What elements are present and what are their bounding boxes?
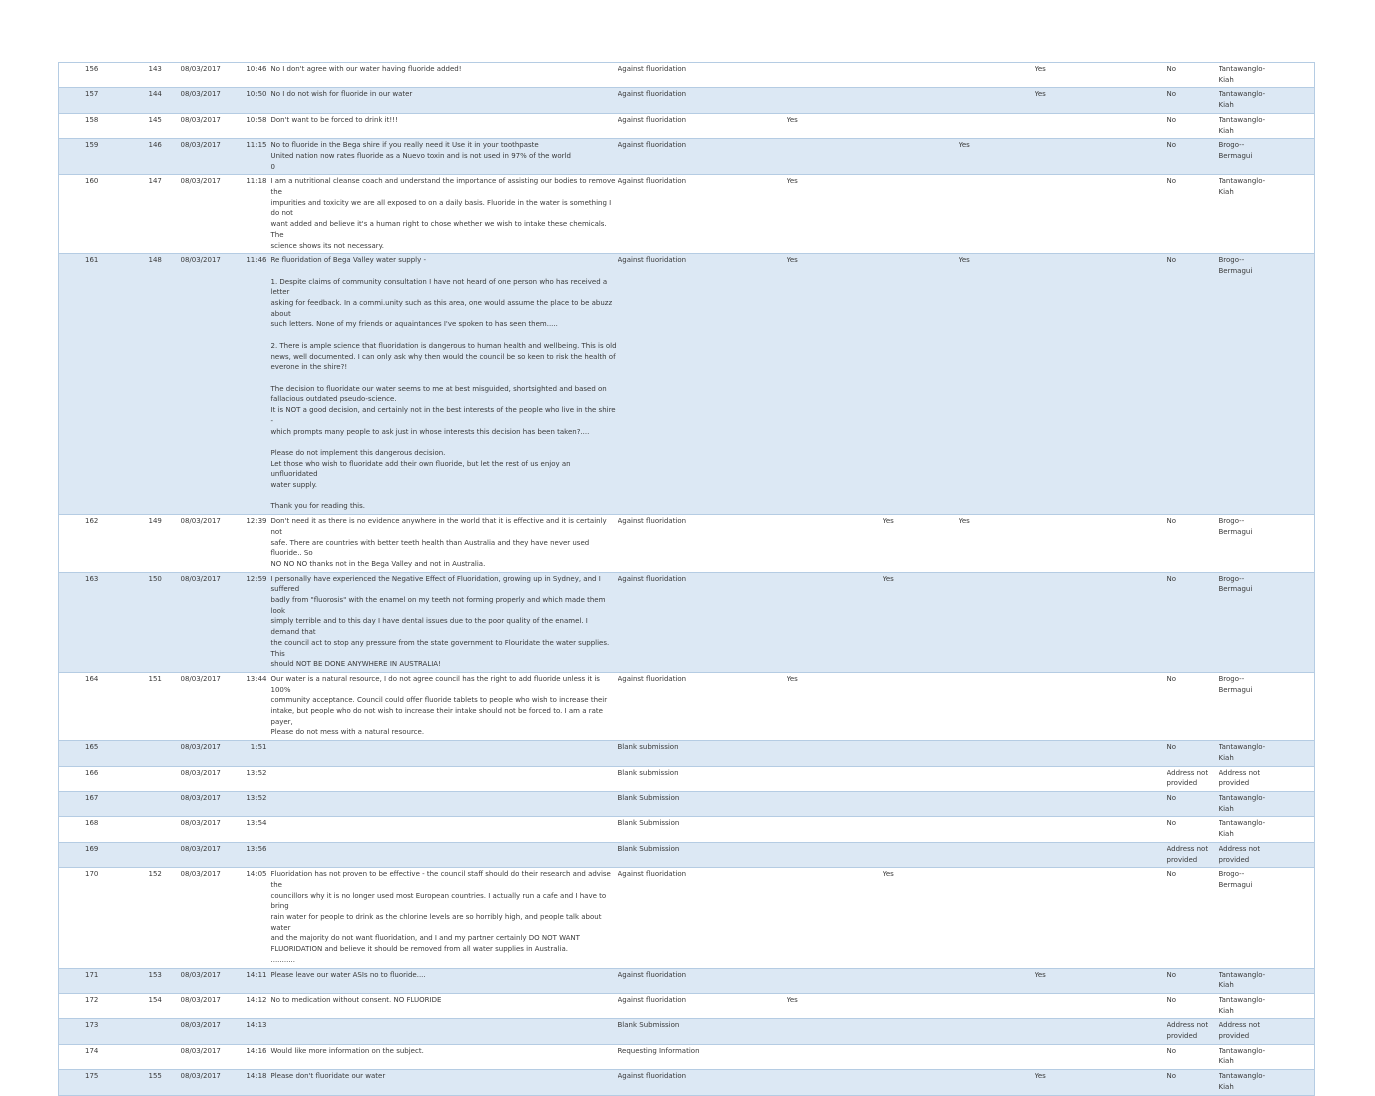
table-body bbox=[59, 63, 1315, 1096]
response-column-a: Yes bbox=[787, 113, 883, 138]
response-column-b bbox=[883, 113, 959, 138]
locality: Brogo-- Bermagui bbox=[1219, 139, 1315, 175]
reference-number bbox=[119, 792, 179, 817]
locality: Tantawanglo- Kiah bbox=[1219, 113, 1315, 138]
response-column-a bbox=[787, 63, 883, 88]
response-column-a bbox=[787, 817, 883, 842]
submission-time: 13:52 bbox=[244, 766, 268, 791]
submission-time: 11:46 bbox=[244, 254, 268, 515]
submission-date: 08/03/2017 bbox=[179, 63, 244, 88]
response-column-c bbox=[959, 175, 1035, 254]
submission-number: 170 bbox=[59, 868, 119, 968]
submission-number: 164 bbox=[59, 672, 119, 740]
submission-time: 10:46 bbox=[244, 63, 268, 88]
submission-time: 14:13 bbox=[244, 1019, 268, 1044]
submission-number: 175 bbox=[59, 1070, 119, 1095]
response-column-d: Yes bbox=[1035, 968, 1167, 993]
response-column-b bbox=[883, 842, 959, 867]
locality: Address not provided bbox=[1219, 1019, 1315, 1044]
response-column-a bbox=[787, 842, 883, 867]
response-column-a bbox=[787, 1044, 883, 1069]
response-column-d bbox=[1035, 1044, 1167, 1069]
submission-position: Against fluoridation bbox=[618, 993, 787, 1018]
locality: Tantawanglo- Kiah bbox=[1219, 63, 1315, 88]
submission-comment: Re fluoridation of Bega Valley water supply - 1. Despite claims of community consultation I have not heard of one person who has received a letter asking for feedback. In a commi.unity such as this area, one would assume the place to be abuzz about such letters. None of my friends or aquaintances I've spoken to has seen them..... 2. There is ample science that fluoridation is dangerous to human health and wellbeing. This is old news, well documented. I can only ask why then would the council be so keen to risk the health of everone in the shire?! The decision to fluoridate our water seems to me at best misguided, shortsighted and based on fallacious outdated pseudo-science. It is NOT a good decision, and certainly not in the best interests of the people who live in the shire - which prompts many people to ask just in whose interests this decision has been taken?.... Please do not implement this dangerous decision. Let those who wish to fluoridate add their own fluoride, but let the rest of us enjoy an unfluoridated water supply. Thank you for reading this. bbox=[268, 254, 618, 515]
submission-position: Blank Submission bbox=[618, 792, 787, 817]
table-row bbox=[59, 63, 1315, 88]
submission-date: 08/03/2017 bbox=[179, 139, 244, 175]
locality: Tantawanglo- Kiah bbox=[1219, 993, 1315, 1018]
table-row bbox=[59, 672, 1315, 740]
table-row bbox=[59, 113, 1315, 138]
response-column-d bbox=[1035, 993, 1167, 1018]
response-column-d bbox=[1035, 741, 1167, 766]
response-column-a: Yes bbox=[787, 672, 883, 740]
reference-number: 149 bbox=[119, 515, 179, 573]
response-column-d bbox=[1035, 792, 1167, 817]
response-column-c bbox=[959, 766, 1035, 791]
submission-time: 14:11 bbox=[244, 968, 268, 993]
response-column-e: No bbox=[1167, 515, 1219, 573]
submission-comment: I personally have experienced the Negative Effect of Fluoridation, growing up in Sydney, and I suffered badly from "fluorosis" with the enamel on my teeth not forming properly and which made them look simply terrible and to this day I have dental issues due to the poor quality of the enamel. I demand that the council act to stop any pressure from the state government to Flouridate the water supplies. This should NOT BE DONE ANYWHERE IN AUSTRALIA! bbox=[268, 572, 618, 672]
table-row bbox=[59, 741, 1315, 766]
response-column-b bbox=[883, 741, 959, 766]
submissions-table bbox=[58, 62, 1315, 1096]
submission-comment bbox=[268, 766, 618, 791]
response-column-e: Address not provided bbox=[1167, 1019, 1219, 1044]
response-column-d bbox=[1035, 672, 1167, 740]
response-column-d bbox=[1035, 842, 1167, 867]
table-row bbox=[59, 868, 1315, 968]
submission-comment bbox=[268, 842, 618, 867]
submission-position: Blank Submission bbox=[618, 842, 787, 867]
submission-time: 13:56 bbox=[244, 842, 268, 867]
reference-number: 150 bbox=[119, 572, 179, 672]
submission-position: Against fluoridation bbox=[618, 968, 787, 993]
submission-position: Against fluoridation bbox=[618, 139, 787, 175]
table-row bbox=[59, 766, 1315, 791]
response-column-e: No bbox=[1167, 1070, 1219, 1095]
response-column-b bbox=[883, 792, 959, 817]
submission-date: 08/03/2017 bbox=[179, 993, 244, 1018]
reference-number: 148 bbox=[119, 254, 179, 515]
submission-position: Blank submission bbox=[618, 766, 787, 791]
submission-date: 08/03/2017 bbox=[179, 968, 244, 993]
submission-time: 12:59 bbox=[244, 572, 268, 672]
submission-comment: Please leave our water ASIs no to fluoride.... bbox=[268, 968, 618, 993]
table-row bbox=[59, 1044, 1315, 1069]
locality: Brogo-- Bermagui bbox=[1219, 254, 1315, 515]
submission-position: Blank Submission bbox=[618, 817, 787, 842]
response-column-c bbox=[959, 88, 1035, 113]
submission-number: 163 bbox=[59, 572, 119, 672]
response-column-e: No bbox=[1167, 139, 1219, 175]
submission-time: 11:18 bbox=[244, 175, 268, 254]
response-column-b bbox=[883, 817, 959, 842]
response-column-e: No bbox=[1167, 63, 1219, 88]
submission-time: 13:52 bbox=[244, 792, 268, 817]
submission-date: 08/03/2017 bbox=[179, 792, 244, 817]
submission-comment: I am a nutritional cleanse coach and understand the importance of assisting our bodies to remove the impurities and toxicity we are all exposed to on a daily basis. Fluoride in the water is something I do not want added and believe it's a human right to chose whether we wish to intake these chemicals. The science shows its not necessary. bbox=[268, 175, 618, 254]
submission-number: 173 bbox=[59, 1019, 119, 1044]
submission-date: 08/03/2017 bbox=[179, 572, 244, 672]
response-column-c bbox=[959, 842, 1035, 867]
locality: Address not provided bbox=[1219, 766, 1315, 791]
response-column-d bbox=[1035, 572, 1167, 672]
submission-comment bbox=[268, 741, 618, 766]
submission-date: 08/03/2017 bbox=[179, 842, 244, 867]
response-column-c bbox=[959, 1044, 1035, 1069]
locality: Tantawanglo- Kiah bbox=[1219, 968, 1315, 993]
reference-number: 151 bbox=[119, 672, 179, 740]
submission-comment: Our water is a natural resource, I do not agree council has the right to add fluoride unless it is 100% community acceptance. Council could offer fluoride tablets to people who wish to increase their intake, but people who do not wish to increase their intake should not be forced to. I am a rate payer, Please do not mess with a natural resource. bbox=[268, 672, 618, 740]
submission-date: 08/03/2017 bbox=[179, 113, 244, 138]
response-column-a bbox=[787, 88, 883, 113]
response-column-d bbox=[1035, 254, 1167, 515]
locality: Tantawanglo- Kiah bbox=[1219, 741, 1315, 766]
reference-number: 153 bbox=[119, 968, 179, 993]
submission-date: 08/03/2017 bbox=[179, 672, 244, 740]
submission-number: 157 bbox=[59, 88, 119, 113]
response-column-e: Address not provided bbox=[1167, 842, 1219, 867]
response-column-a: Yes bbox=[787, 175, 883, 254]
response-column-d bbox=[1035, 515, 1167, 573]
response-column-e: No bbox=[1167, 572, 1219, 672]
response-column-c bbox=[959, 113, 1035, 138]
response-column-e: Address not provided bbox=[1167, 766, 1219, 791]
response-column-b bbox=[883, 1044, 959, 1069]
reference-number: 144 bbox=[119, 88, 179, 113]
submission-position: Requesting Information bbox=[618, 1044, 787, 1069]
submission-position: Against fluoridation bbox=[618, 254, 787, 515]
submission-number: 156 bbox=[59, 63, 119, 88]
response-column-c bbox=[959, 572, 1035, 672]
submission-time: 14:16 bbox=[244, 1044, 268, 1069]
reference-number: 152 bbox=[119, 868, 179, 968]
response-column-d: Yes bbox=[1035, 63, 1167, 88]
response-column-e: No bbox=[1167, 254, 1219, 515]
response-column-a bbox=[787, 741, 883, 766]
submission-time: 14:12 bbox=[244, 993, 268, 1018]
locality: Tantawanglo- Kiah bbox=[1219, 88, 1315, 113]
submission-date: 08/03/2017 bbox=[179, 1044, 244, 1069]
submission-date: 08/03/2017 bbox=[179, 741, 244, 766]
locality: Tantawanglo- Kiah bbox=[1219, 1044, 1315, 1069]
response-column-b bbox=[883, 1070, 959, 1095]
response-column-a bbox=[787, 792, 883, 817]
response-column-c bbox=[959, 1070, 1035, 1095]
submission-number: 169 bbox=[59, 842, 119, 867]
submission-number: 165 bbox=[59, 741, 119, 766]
reference-number bbox=[119, 817, 179, 842]
submission-date: 08/03/2017 bbox=[179, 868, 244, 968]
table-row bbox=[59, 817, 1315, 842]
response-column-e: No bbox=[1167, 1044, 1219, 1069]
submission-comment: Fluoridation has not proven to be effective - the council staff should do their research and advise the councillors why it is no longer used most European countries. I actually run a cafe and I have to bring rain water for people to drink as the chlorine levels are so horribly high, and people talk about water and the majority do not want fluoridation, and I and my partner certainly DO NOT WANT FLUORIDATION and believe it should be removed from all water supplies in Australia. ........... bbox=[268, 868, 618, 968]
submission-number: 168 bbox=[59, 817, 119, 842]
submission-time: 14:05 bbox=[244, 868, 268, 968]
submission-number: 162 bbox=[59, 515, 119, 573]
submission-date: 08/03/2017 bbox=[179, 817, 244, 842]
response-column-a bbox=[787, 766, 883, 791]
locality: Brogo-- Bermagui bbox=[1219, 572, 1315, 672]
submission-date: 08/03/2017 bbox=[179, 254, 244, 515]
submission-comment: No to medication without consent. NO FLUORIDE bbox=[268, 993, 618, 1018]
submission-date: 08/03/2017 bbox=[179, 1019, 244, 1044]
reference-number: 147 bbox=[119, 175, 179, 254]
reference-number bbox=[119, 766, 179, 791]
submission-position: Against fluoridation bbox=[618, 113, 787, 138]
response-column-c bbox=[959, 792, 1035, 817]
submission-position: Against fluoridation bbox=[618, 868, 787, 968]
locality: Tantawanglo- Kiah bbox=[1219, 792, 1315, 817]
response-column-d: Yes bbox=[1035, 1070, 1167, 1095]
response-column-b bbox=[883, 766, 959, 791]
response-column-c bbox=[959, 672, 1035, 740]
submission-position: Against fluoridation bbox=[618, 63, 787, 88]
response-column-b bbox=[883, 672, 959, 740]
submission-time: 10:50 bbox=[244, 88, 268, 113]
locality: Tantawanglo- Kiah bbox=[1219, 175, 1315, 254]
submission-number: 158 bbox=[59, 113, 119, 138]
response-column-b bbox=[883, 88, 959, 113]
submission-date: 08/03/2017 bbox=[179, 766, 244, 791]
response-column-c: Yes bbox=[959, 139, 1035, 175]
submission-number: 160 bbox=[59, 175, 119, 254]
submission-time: 11:15 bbox=[244, 139, 268, 175]
response-column-c: Yes bbox=[959, 515, 1035, 573]
response-column-b bbox=[883, 993, 959, 1018]
reference-number: 154 bbox=[119, 993, 179, 1018]
response-column-b: Yes bbox=[883, 515, 959, 573]
submission-position: Blank Submission bbox=[618, 1019, 787, 1044]
submission-comment: No I do not wish for fluoride in our water bbox=[268, 88, 618, 113]
response-column-c bbox=[959, 868, 1035, 968]
locality: Brogo-- Bermagui bbox=[1219, 868, 1315, 968]
response-column-a: Yes bbox=[787, 254, 883, 515]
response-column-d bbox=[1035, 817, 1167, 842]
submission-time: 13:44 bbox=[244, 672, 268, 740]
response-column-b bbox=[883, 1019, 959, 1044]
response-column-c bbox=[959, 63, 1035, 88]
response-column-b: Yes bbox=[883, 572, 959, 672]
reference-number bbox=[119, 842, 179, 867]
response-column-d bbox=[1035, 175, 1167, 254]
submission-position: Against fluoridation bbox=[618, 515, 787, 573]
locality: Tantawanglo- Kiah bbox=[1219, 1070, 1315, 1095]
table-row bbox=[59, 515, 1315, 573]
locality: Brogo-- Bermagui bbox=[1219, 515, 1315, 573]
locality: Tantawanglo- Kiah bbox=[1219, 817, 1315, 842]
reference-number bbox=[119, 1019, 179, 1044]
response-column-a bbox=[787, 139, 883, 175]
response-column-c bbox=[959, 1019, 1035, 1044]
submission-number: 161 bbox=[59, 254, 119, 515]
table-row bbox=[59, 254, 1315, 515]
table-row bbox=[59, 842, 1315, 867]
response-column-a: Yes bbox=[787, 993, 883, 1018]
table-row bbox=[59, 88, 1315, 113]
response-column-b bbox=[883, 254, 959, 515]
submission-date: 08/03/2017 bbox=[179, 175, 244, 254]
response-column-e: No bbox=[1167, 175, 1219, 254]
table-row bbox=[59, 139, 1315, 175]
submission-number: 159 bbox=[59, 139, 119, 175]
submission-comment: Don't want to be forced to drink it!!! bbox=[268, 113, 618, 138]
reference-number bbox=[119, 741, 179, 766]
response-column-e: No bbox=[1167, 113, 1219, 138]
response-column-d: Yes bbox=[1035, 88, 1167, 113]
submission-time: 1:51 bbox=[244, 741, 268, 766]
submission-number: 172 bbox=[59, 993, 119, 1018]
locality: Brogo-- Bermagui bbox=[1219, 672, 1315, 740]
table-row bbox=[59, 572, 1315, 672]
response-column-e: No bbox=[1167, 672, 1219, 740]
submission-date: 08/03/2017 bbox=[179, 88, 244, 113]
submission-comment: Please don't fluoridate our water bbox=[268, 1070, 618, 1095]
submission-time: 10:58 bbox=[244, 113, 268, 138]
response-column-c bbox=[959, 993, 1035, 1018]
submission-date: 08/03/2017 bbox=[179, 515, 244, 573]
response-column-d bbox=[1035, 113, 1167, 138]
table-row bbox=[59, 1019, 1315, 1044]
response-column-b bbox=[883, 175, 959, 254]
locality: Address not provided bbox=[1219, 842, 1315, 867]
response-column-e: No bbox=[1167, 741, 1219, 766]
response-column-e: No bbox=[1167, 88, 1219, 113]
reference-number: 146 bbox=[119, 139, 179, 175]
response-column-e: No bbox=[1167, 868, 1219, 968]
submission-comment bbox=[268, 817, 618, 842]
response-column-b bbox=[883, 139, 959, 175]
submission-number: 174 bbox=[59, 1044, 119, 1069]
response-column-d bbox=[1035, 139, 1167, 175]
response-column-a bbox=[787, 1070, 883, 1095]
table-row bbox=[59, 1070, 1315, 1095]
response-column-e: No bbox=[1167, 993, 1219, 1018]
response-column-b: Yes bbox=[883, 868, 959, 968]
submission-time: 12:39 bbox=[244, 515, 268, 573]
submission-time: 14:18 bbox=[244, 1070, 268, 1095]
response-column-c bbox=[959, 741, 1035, 766]
response-column-e: No bbox=[1167, 792, 1219, 817]
response-column-d bbox=[1035, 1019, 1167, 1044]
submission-comment: Don't need it as there is no evidence anywhere in the world that it is effective and it is certainly not safe. There are countries with better teeth health than Australia and they have never used fluoride.. So NO NO NO thanks not in the Bega Valley and not in Australia. bbox=[268, 515, 618, 573]
submission-position: Blank submission bbox=[618, 741, 787, 766]
reference-number bbox=[119, 1044, 179, 1069]
submission-position: Against fluoridation bbox=[618, 572, 787, 672]
submission-position: Against fluoridation bbox=[618, 88, 787, 113]
response-column-c: Yes bbox=[959, 254, 1035, 515]
submission-comment: Would like more information on the subject. bbox=[268, 1044, 618, 1069]
submission-number: 171 bbox=[59, 968, 119, 993]
submission-comment bbox=[268, 792, 618, 817]
response-column-a bbox=[787, 572, 883, 672]
response-column-d bbox=[1035, 766, 1167, 791]
response-column-c bbox=[959, 817, 1035, 842]
reference-number: 155 bbox=[119, 1070, 179, 1095]
table-row bbox=[59, 175, 1315, 254]
response-column-b bbox=[883, 63, 959, 88]
response-column-a bbox=[787, 868, 883, 968]
submission-time: 13:54 bbox=[244, 817, 268, 842]
submission-position: Against fluoridation bbox=[618, 175, 787, 254]
submission-number: 167 bbox=[59, 792, 119, 817]
submission-position: Against fluoridation bbox=[618, 1070, 787, 1095]
submission-number: 166 bbox=[59, 766, 119, 791]
submission-comment bbox=[268, 1019, 618, 1044]
response-column-e: No bbox=[1167, 817, 1219, 842]
response-column-a bbox=[787, 515, 883, 573]
submission-position: Against fluoridation bbox=[618, 672, 787, 740]
response-column-e: No bbox=[1167, 968, 1219, 993]
reference-number: 143 bbox=[119, 63, 179, 88]
submission-date: 08/03/2017 bbox=[179, 1070, 244, 1095]
table-row bbox=[59, 993, 1315, 1018]
submission-comment: No to fluoride in the Bega shire if you really need it Use it in your toothpaste United nation now rates fluoride as a Nuevo toxin and is not used in 97% of the world 0 bbox=[268, 139, 618, 175]
response-column-a bbox=[787, 1019, 883, 1044]
submission-comment: No I don't agree with our water having fluoride added! bbox=[268, 63, 618, 88]
reference-number: 145 bbox=[119, 113, 179, 138]
response-column-d bbox=[1035, 868, 1167, 968]
table-row bbox=[59, 792, 1315, 817]
